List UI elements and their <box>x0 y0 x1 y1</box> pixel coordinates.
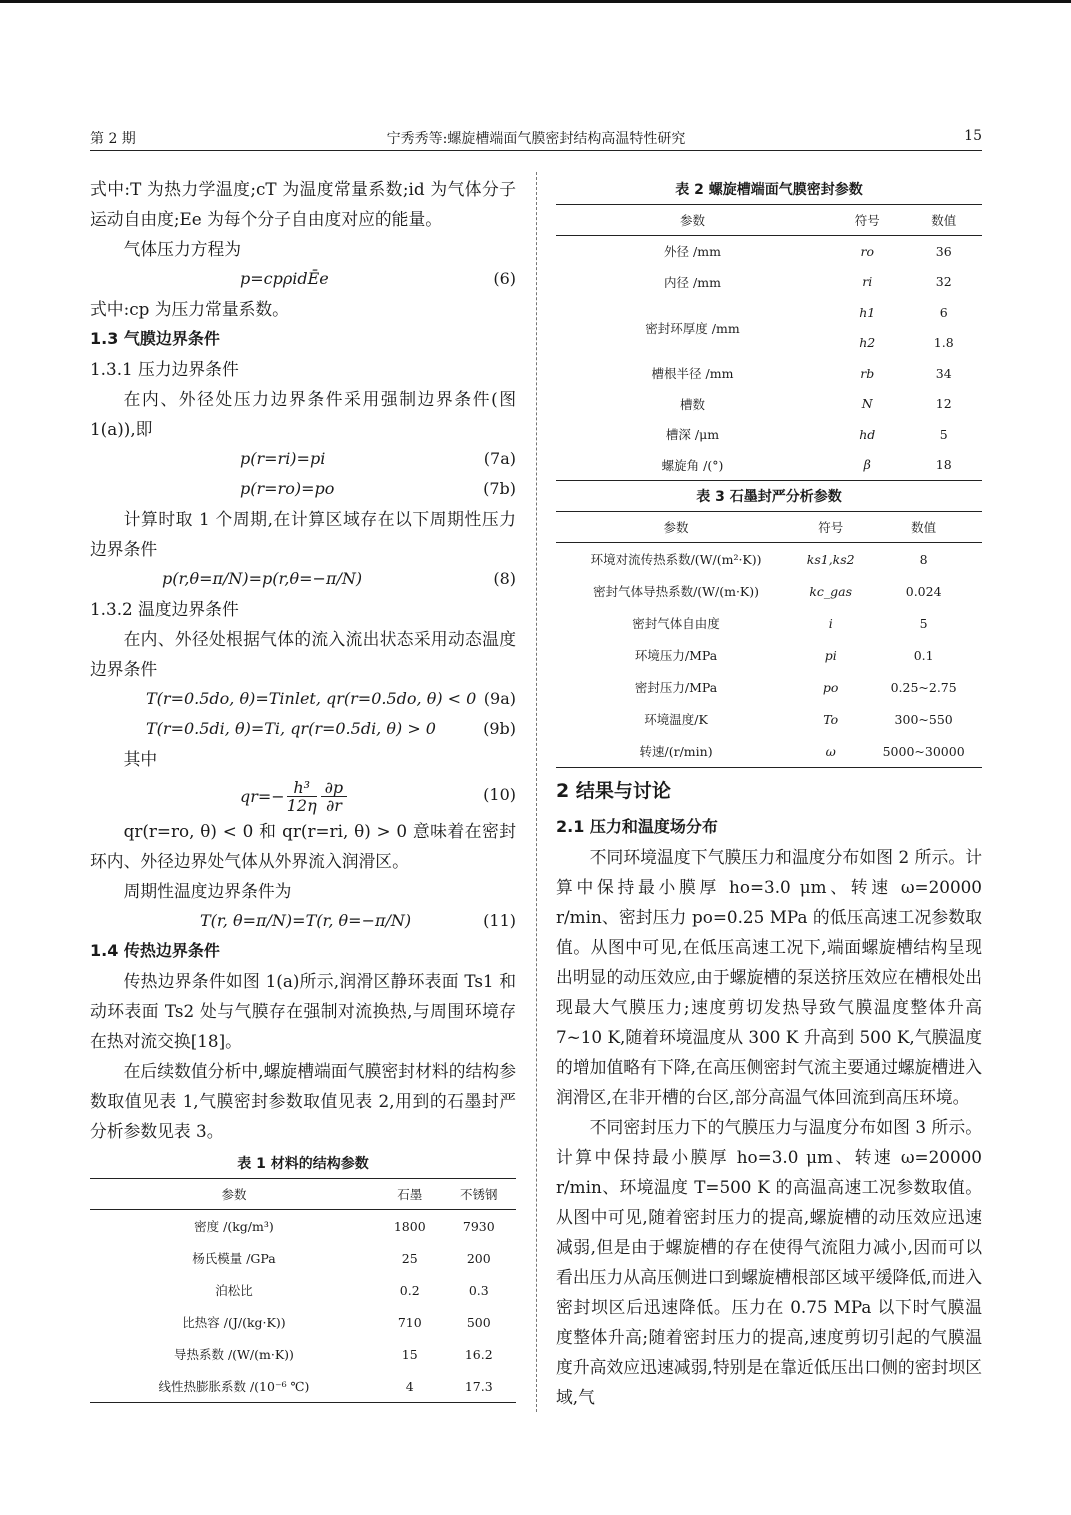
left-column <box>90 174 516 1403</box>
subsection-heading: 2.1 压力和温度场分布 <box>556 817 718 836</box>
page-number: 15 <box>964 128 982 144</box>
table-header: 石墨 <box>378 1179 442 1210</box>
section-heading: 2 结果与讨论 <box>556 780 671 802</box>
equation-11: T(r, θ=π/N)=T(r, θ=−π/N) (11) <box>200 911 516 930</box>
paragraph: 计算时取 1 个周期,在计算区域存在以下周期性压力边界条件 <box>90 509 516 559</box>
top-rule <box>0 0 1071 3</box>
equation-10: qr=− $\frac{\text{h³}}{12\eta}$ $\frac{\partial p}{\partial r}$ (10) <box>240 778 516 815</box>
table-row: 密度 /(kg/m³) 1800 7930 <box>194 1218 495 1234</box>
table-row: h2 1.8 <box>859 335 954 351</box>
fraction: $\frac{\text{h³}}{12\eta}$ <box>286 778 317 815</box>
table-row: 槽数 N 12 <box>679 396 952 412</box>
table-row: 泊松比 0.2 0.3 <box>215 1282 489 1298</box>
table2-caption: 表 2 螺旋槽端面气膜密封参数 <box>675 182 863 198</box>
table-row: 比热容 /(J/(kg·K)) 710 500 <box>182 1314 491 1330</box>
paragraph: 式中:T 为热力学温度;cT 为温度常量系数;id 为气体分子运动自由度;Ee 为每个分子自由度对应的能量。 <box>90 179 516 229</box>
table-row: 转速/(r/min) ω 5000~30000 <box>556 735 982 768</box>
table-header: 符号 <box>829 205 906 236</box>
running-header <box>90 124 982 151</box>
paragraph: qr(r=ro, θ) < 0 和 qr(r=ri, θ) > 0 意味着在密封环内、外径边界处气体从外界流入润滑区。 <box>90 821 516 871</box>
table-row: 密封气体自由度 i 5 <box>632 615 928 631</box>
table-row: 线性热膨胀系数 /(10⁻⁶ ℃) 4 17.3 <box>90 1370 516 1403</box>
table2 <box>556 204 982 481</box>
table-header: 数值 <box>905 205 982 236</box>
table-header: 不锈钢 <box>442 1179 516 1210</box>
paragraph: 式中:cp 为压力常量系数。 <box>90 299 289 319</box>
table-row: 密封环厚度 /mm h1 6 <box>645 304 948 336</box>
paragraph: 在后续数值分析中,螺旋槽端面气膜密封材料的结构参数取值见表 1,气膜密封参数取值见表 2,用到的石墨封严分析参数见表 3。 <box>90 1061 516 1141</box>
right-column <box>556 176 982 1412</box>
section-heading: 1.3 气膜边界条件 <box>90 329 220 348</box>
paragraph: 传热边界条件如图 1(a)所示,润滑区静环表面 Ts1 和动环表面 Ts2 处与气膜存在强制对流换热,与周围环境存在热对流交换[18]。 <box>90 971 516 1051</box>
paragraph: 在内、外径处压力边界条件采用强制边界条件(图 1(a)),即 <box>90 389 516 439</box>
issue-number: 第 2 期 <box>90 131 136 147</box>
paragraph: 不同环境温度下气膜压力和温度分布如图 2 所示。计算中保持最小膜厚 ho=3.0 μm、转速 ω=20000 r/min、密封压力 po=0.25 MPa 的低压高速工况参数取值。从图中可见,在低压高速工况下,端面螺旋槽结构呈现出明显的动压效应,由于螺旋槽的泵送挤压效应在槽根处出现最大气膜压力;速度剪切发热导致气膜温度整体升高 7~10 K,随着环境温度从 300 K 升高到 500 K,气膜温度的增加值略有下降,在高压侧密封气流主要通过螺旋槽进入润滑区,在非开槽的台区,部分高温气体回流到高压环境。 <box>556 847 982 1107</box>
equation-9b: T(r=0.5di, θ)=Ti, qr(r=0.5di, θ) > 0 (9b) <box>146 719 516 738</box>
column-divider <box>536 172 537 1412</box>
table-row: 导热系数 /(W/(m·K)) 15 16.2 <box>174 1346 493 1362</box>
equation-9a: T(r=0.5do, θ)=Tinlet, qr(r=0.5do, θ) < 0 (9a) <box>146 689 516 708</box>
paragraph: 周期性温度边界条件为 <box>123 881 292 901</box>
equation-7a: p(r=ri)=pi (7a) <box>240 449 516 468</box>
table-row: 环境压力/MPa pi 0.1 <box>634 647 934 663</box>
table-row: 密封压力/MPa po 0.25~2.75 <box>634 679 957 695</box>
paragraph: 气体压力方程为 <box>123 239 242 259</box>
table-row: 内径 /mm ri 32 <box>664 274 952 290</box>
table3 <box>556 511 982 768</box>
table-row: 环境温度/K To 300~550 <box>644 711 953 727</box>
table-row: 外径 /mm ro 36 <box>664 243 952 260</box>
table-header: 参数 <box>90 1179 378 1210</box>
equation-7b: p(r=ro)=po (7b) <box>240 479 516 498</box>
table-header: 参数 <box>556 205 829 236</box>
table-row: 槽深 /μm hd 5 <box>665 426 948 443</box>
subsection-heading: 1.3.2 温度边界条件 <box>90 599 239 619</box>
paragraph: 在内、外径处根据气体的流入流出状态采用动态温度边界条件 <box>90 629 516 679</box>
table1 <box>90 1178 516 1403</box>
table-row: 杨氏模量 /GPa 25 200 <box>192 1250 491 1266</box>
table-row: 环境对流传热系数/(W/(m²·K)) ks1,ks2 8 <box>590 551 928 567</box>
table3-caption: 表 3 石墨封严分析参数 <box>696 489 842 505</box>
subsection-heading: 1.3.1 压力边界条件 <box>90 359 239 379</box>
table-row: 密封气体导热系数/(W/(m·K)) kc_gas 0.024 <box>593 583 942 599</box>
table1-caption: 表 1 材料的结构参数 <box>237 1156 369 1172</box>
fraction: $\frac{\partial p}{\partial r}$ <box>321 780 348 815</box>
equation-6: p=cpρidĒe (6) <box>240 269 516 288</box>
section-heading: 1.4 传热边界条件 <box>90 941 220 960</box>
equation-8: p(r,θ=π/N)=p(r,θ=−π/N) (8) <box>162 569 516 588</box>
table-row: 螺旋角 /(°) β 18 <box>556 450 982 481</box>
table-row: 槽根半径 /mm rb 34 <box>651 365 952 382</box>
paragraph: 不同密封压力下的气膜压力与温度分布如图 3 所示。计算中保持最小膜厚 ho=3.0 μm、转速 ω=20000 r/min、环境温度 T=500 K 的高温高速工况参数取值。从图中可见,随着密封压力的提高,螺旋槽的动压效应迅速减弱,但是由于螺旋槽的存在使得气流阻力减小,因而可以看出压力从高压侧进口到螺旋槽根部区域平缓降低,而进入密封坝区后迅速降低。压力在 0.75 MPa 以下时气膜温度整体升高;随着密封压力的提高,速度剪切引起的气膜温度升高效应迅速减弱,特别是在靠近低压出口侧的密封坝区域,气 <box>556 1117 982 1407</box>
table-header: 数值 <box>865 512 982 543</box>
paragraph: 其中 <box>123 749 158 769</box>
running-title: 宁秀秀等:螺旋槽端面气膜密封结构高温特性研究 <box>386 131 686 147</box>
table-header: 参数 <box>556 512 796 543</box>
table-header: 符号 <box>796 512 865 543</box>
